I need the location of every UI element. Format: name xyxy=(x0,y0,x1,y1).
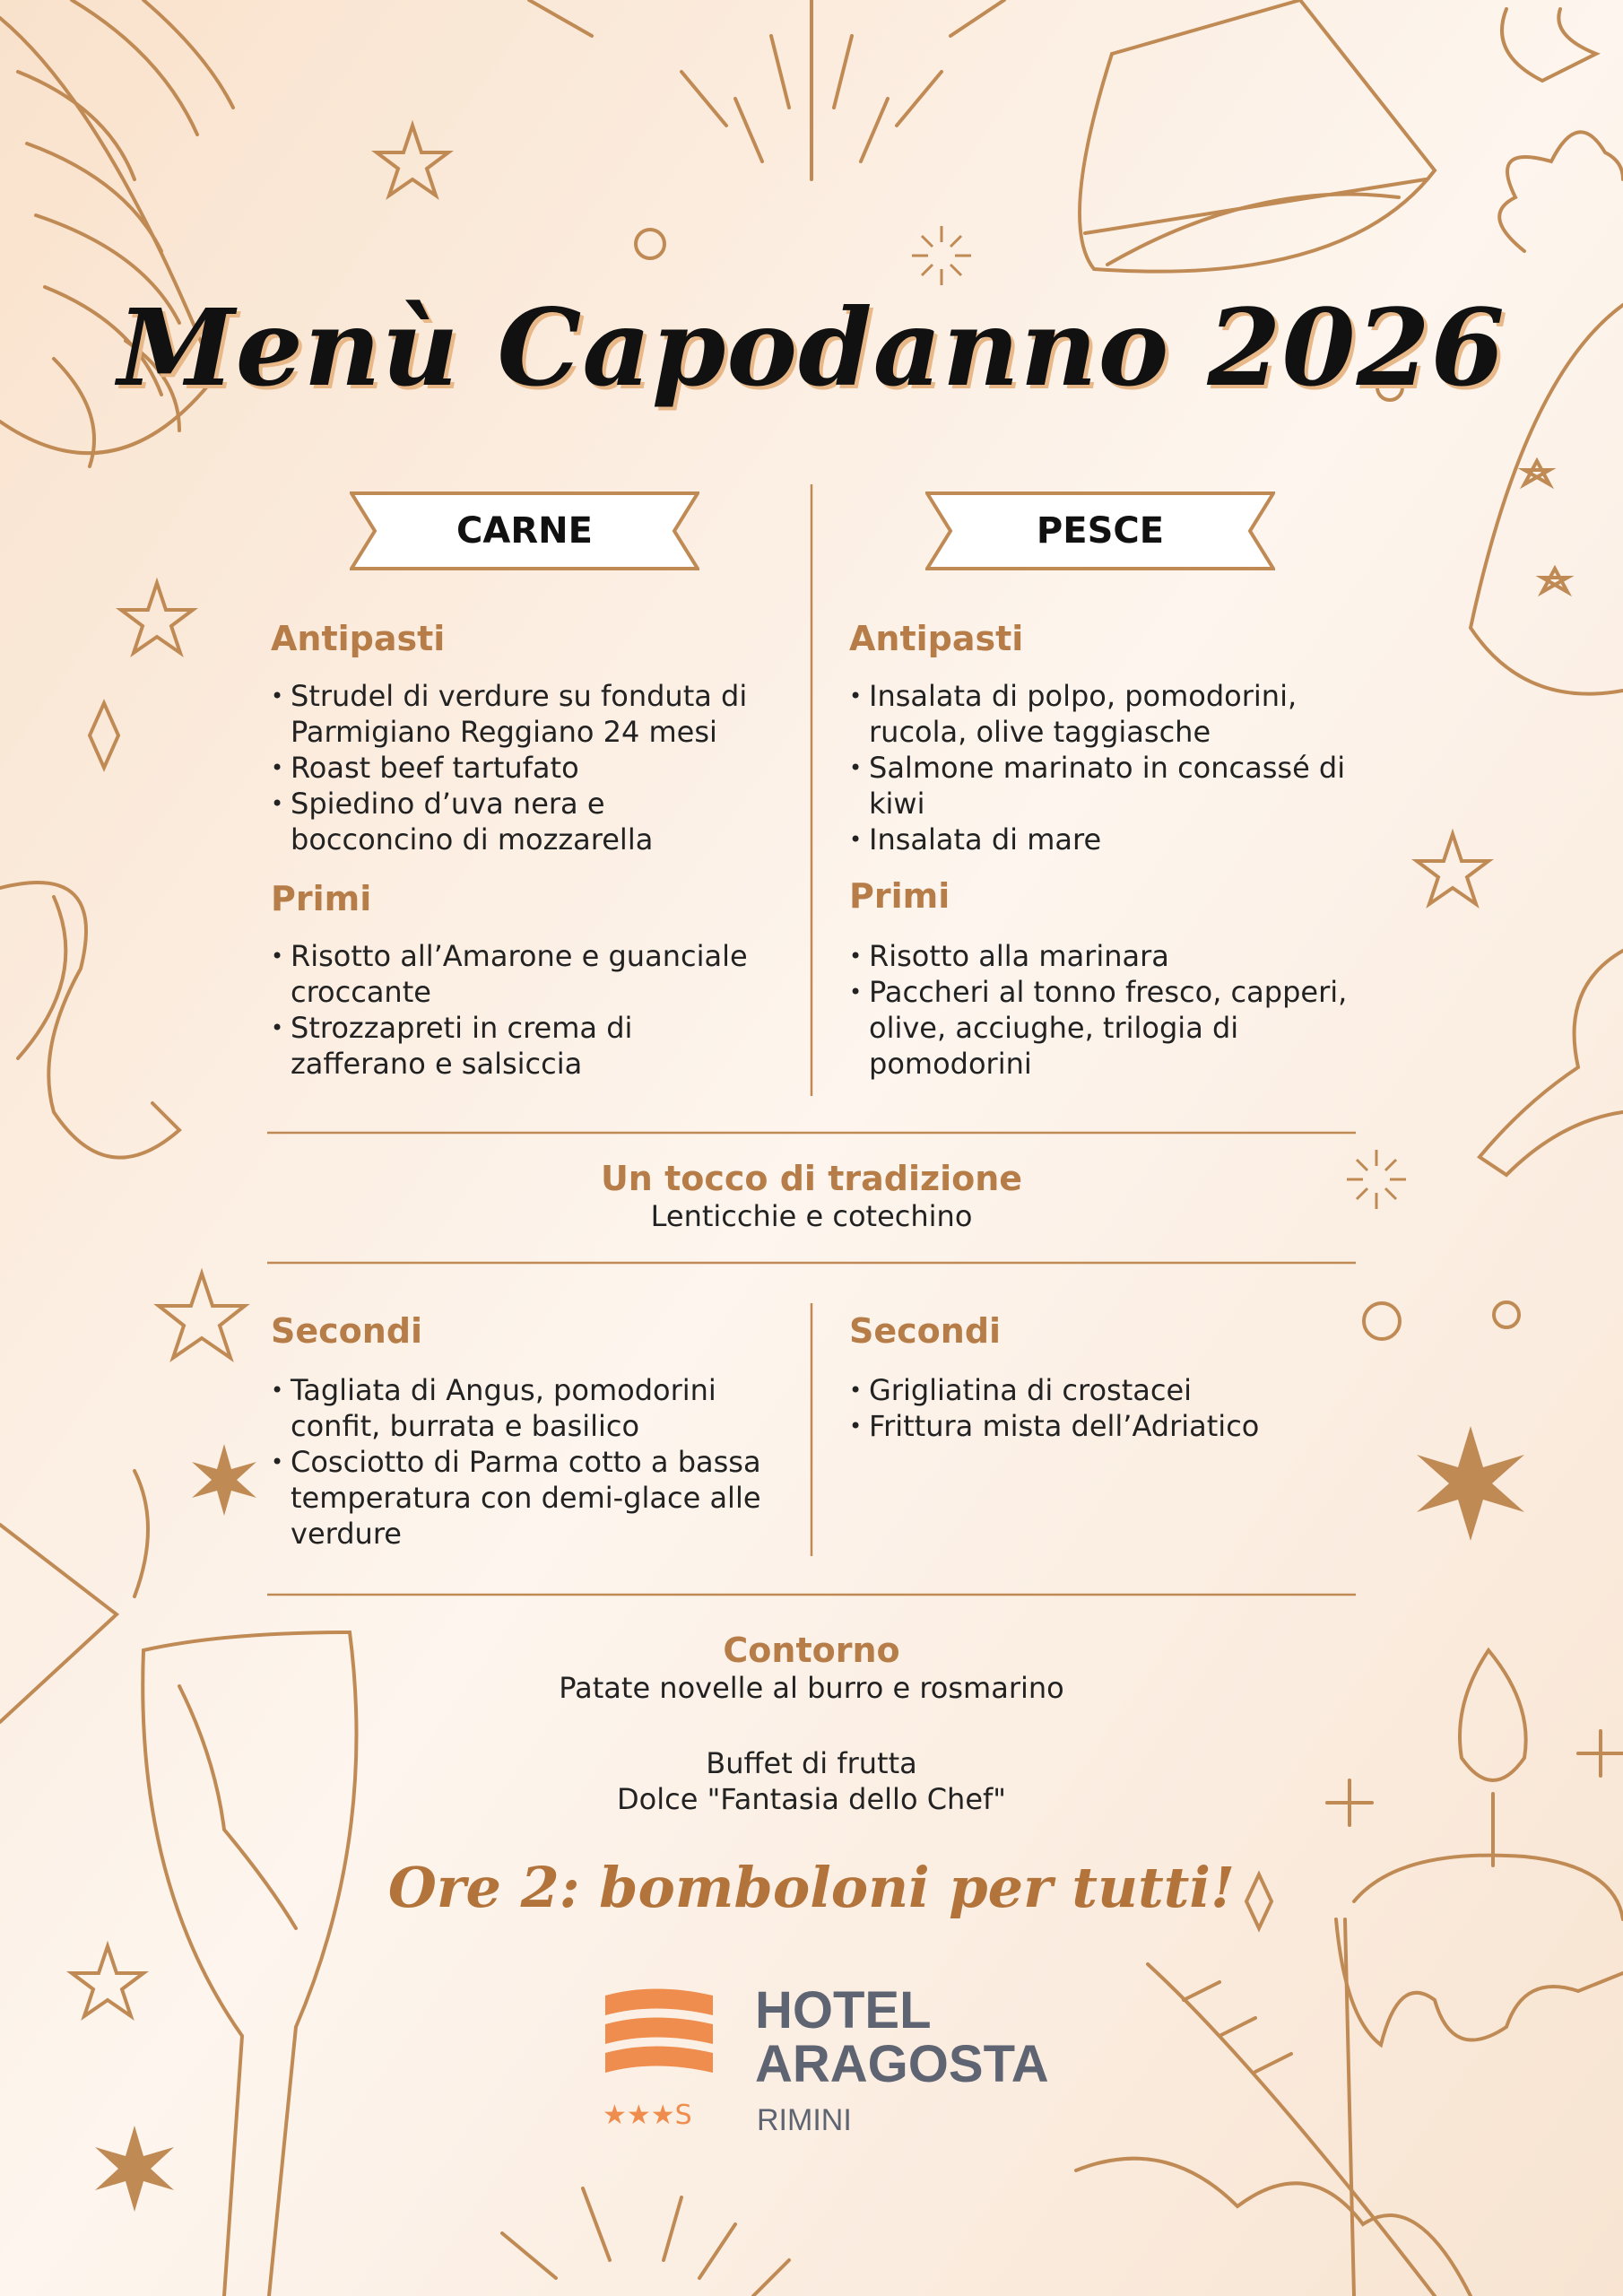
section-title: Contorno xyxy=(723,1631,900,1670)
list-item: • Tagliata di Angus, pomodorini confit, burrata e basilico xyxy=(271,1372,773,1444)
dessert-item: Dolce "Fantasia dello Chef" xyxy=(617,1782,1006,1816)
tradizione-section xyxy=(0,1159,1623,1234)
pesce-header xyxy=(925,491,1275,570)
section-title: Un tocco di tradizione xyxy=(600,1159,1023,1198)
carne-header xyxy=(350,491,699,570)
list-item: • Roast beef tartufato xyxy=(271,750,773,786)
list-item: • Insalata di mare xyxy=(849,822,1351,857)
list-item: • Frittura mista dell’Adriatico xyxy=(849,1408,1351,1444)
section-title: Primi xyxy=(271,879,372,918)
list-item: • Salmone marinato in concassé di kiwi xyxy=(849,750,1351,822)
carne-primi-list xyxy=(271,938,773,1082)
list-item: • Insalata di polpo, pomodorini, rucola, olive taggiasche xyxy=(849,678,1351,750)
carne-antipasti-section xyxy=(271,619,773,857)
waves-logo-icon xyxy=(601,1978,717,2085)
section-title: Antipasti xyxy=(849,619,1024,658)
carne-primi-section xyxy=(271,879,773,1082)
list-item: • Strudel di verdure su fonduta di Parmigiano Reggiano 24 mesi xyxy=(271,678,773,750)
hotel-name-line2: ARAGOSTA xyxy=(755,2035,1049,2093)
carne-header-label: CARNE xyxy=(456,510,593,552)
contorno-text: Patate novelle al burro e rosmarino xyxy=(559,1671,1064,1705)
hotel-city: RIMINI xyxy=(757,2103,852,2137)
list-item: • Risotto all’Amarone e guanciale croccante xyxy=(271,938,773,1010)
contorno-section xyxy=(0,1631,1623,1706)
page-title: Menù Capodanno 2026 xyxy=(117,285,1506,410)
pesce-antipasti-list xyxy=(849,678,1351,857)
list-item: • Risotto alla marinara xyxy=(849,938,1351,974)
list-item: • Paccheri al tonno fresco, capperi, olive, acciughe, trilogia di pomodorini xyxy=(849,974,1351,1082)
carne-antipasti-list xyxy=(271,678,773,857)
pesce-primi-list xyxy=(849,938,1351,1082)
hotel-stars: ★★★S xyxy=(603,2100,692,2131)
hotel-name-line1: HOTEL xyxy=(755,1981,932,2039)
list-item: • Spiedino d’uva nera e bocconcino di mozzarella xyxy=(271,786,773,857)
slogan: Ore 2: bomboloni per tutti! xyxy=(387,1855,1236,1920)
list-item: • Grigliatina di crostacei xyxy=(849,1372,1351,1408)
list-item: • Strozzapreti in crema di zafferano e salsiccia xyxy=(271,1010,773,1082)
pesce-header-label: PESCE xyxy=(1036,510,1165,552)
dessert-item: Buffet di frutta xyxy=(706,1746,917,1780)
pesce-antipasti-section xyxy=(849,619,1351,857)
list-item: • Cosciotto di Parma cotto a bassa temperatura con demi-glace alle verdure xyxy=(271,1444,773,1552)
section-title: Antipasti xyxy=(271,619,446,658)
tradizione-text: Lenticchie e cotechino xyxy=(650,1199,973,1233)
section-title: Secondi xyxy=(271,1311,423,1351)
dessert-section xyxy=(0,1745,1623,1817)
carne-secondi-list xyxy=(271,1372,773,1552)
section-title: Secondi xyxy=(849,1311,1002,1351)
section-title: Primi xyxy=(849,876,950,916)
pesce-primi-section xyxy=(849,876,1351,1082)
pesce-secondi-list xyxy=(849,1372,1351,1444)
carne-secondi-section xyxy=(271,1311,773,1552)
hotel-logo xyxy=(601,1978,1049,2139)
pesce-secondi-section xyxy=(849,1311,1351,1444)
